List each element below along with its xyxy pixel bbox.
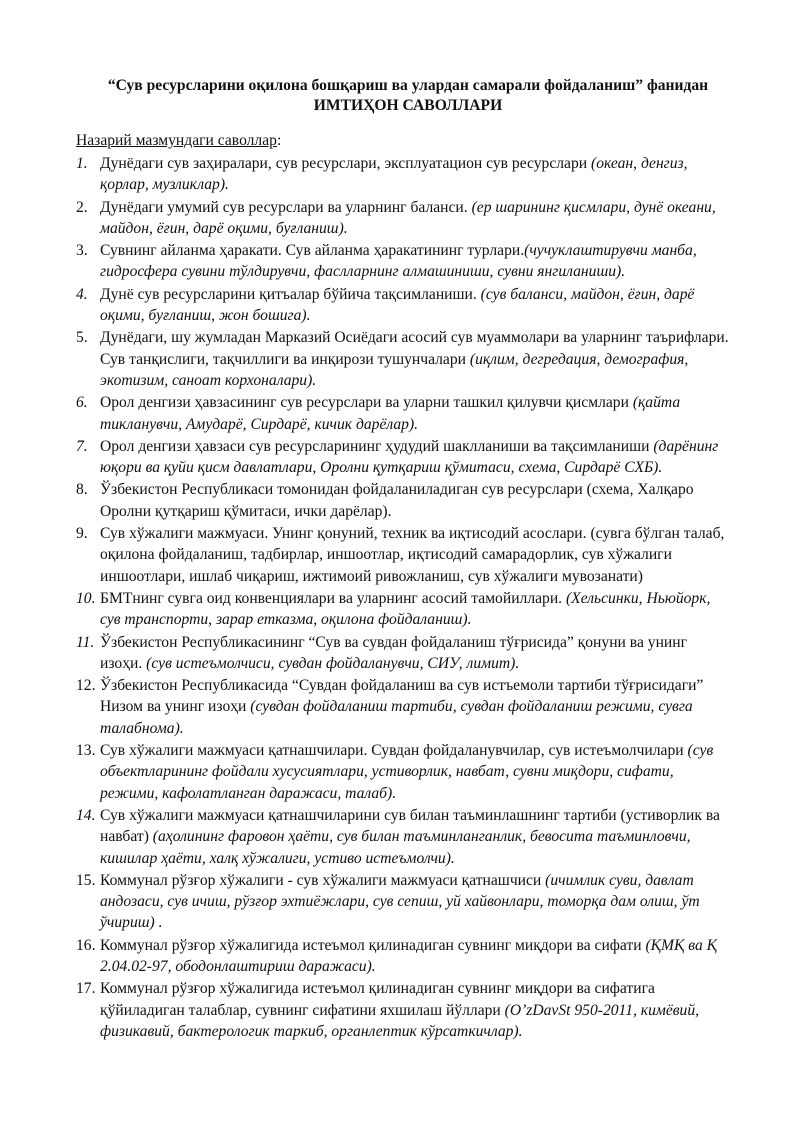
section-heading [76, 130, 730, 151]
question-text: Ўзбекистон Республикасининг “Сув ва сувдан фойдаланиш тўғрисида” қонуни ва унинг изоҳи. [100, 633, 687, 672]
question-note: (океан, денгиз, қорлар, музликлар). [100, 155, 688, 194]
question-text: Дунёдаги умумий сув ресурслари ва уларнинг баланси. [100, 198, 472, 216]
question-text: Ўзбекистон Республикаси томонидан фойдаланиладиган сув ресурслари (схема, Халқаро Оролни қутқариш қўмитаси, ички дарёлар). [100, 481, 694, 520]
question-text: Дунё сув ресурсларини қитъалар бўйича тақсимланиши. [100, 285, 481, 303]
question-text: Сув хўжалиги мажмуаси қатнашчилари. Сувдан фойдаланувчилар, сув истеъмолчилари [100, 742, 688, 760]
section-heading-text: Назарий мазмундаги саволлар [76, 132, 277, 149]
question-number: 4. [76, 285, 88, 303]
question-text: Сув хўжалиги мажмуаси қатнашчиларини сув билан таъминлашнинг тартиби (устиворлик ва навбат) [100, 806, 720, 846]
question-note: (қайта тикланувчи, Амударё, Сирдарё, кичик дарёлар). [100, 394, 681, 433]
question-item [76, 805, 730, 869]
question-item [76, 740, 730, 804]
question-text: Коммунал рўзғор хўжалигида истеъмол қилинадиган сувнинг миқдори ва сифати [100, 936, 646, 954]
question-number: 8. [76, 481, 88, 499]
question-number: 10. [76, 589, 96, 607]
question-item [76, 978, 730, 1042]
question-text: Дунёдаги сув заҳиралари, сув ресурслари, эксплуатацион сув ресурслари [100, 155, 591, 172]
question-item [76, 392, 730, 435]
question-number: 2. [76, 198, 88, 216]
question-list [76, 153, 730, 1042]
question-note: (O’zDavSt 950-2011, кимёвий, физикавий, бактерологик таркиб, органлептик кўрсаткичлар). [100, 1001, 700, 1040]
document-title: “Сув ресурсларини оқилона бошқариш ва улардан самарали фойдаланиш” фанидан [107, 77, 709, 94]
question-note: (сув объектларининг фойдали хусусиятлари, устиворлик, навбат, сувни миқдори, сифати, режими, кафолатланган даражаси, талаб). [100, 742, 714, 802]
question-note: (иқлим, дегредация, демография, экотизим, саноат корхоналари). [100, 350, 689, 389]
question-item [76, 870, 730, 934]
question-note: (аҳолининг фаровон ҳаёти, сув билан таъминланганлик, бевосита таъминловчи, кишилар ҳаёти, халқ хўжалиги, устиво истеъмолчи). [100, 828, 691, 867]
question-text: Орол денгизи ҳавзасининг сув ресурслари ва уларни ташкил қилувчи қисмлари [100, 394, 633, 412]
question-item [76, 632, 730, 675]
question-item [76, 588, 730, 631]
document-page [76, 76, 730, 1043]
question-note: (Хельсинки, Ньюйорк, сув транспорти, зарар етказма, оқилона фойдаланиш). [100, 589, 711, 629]
question-note: (ҚМҚ ва Қ 2.04.02-97, ободонлаштириш даражаси). [100, 936, 717, 975]
question-item [76, 284, 730, 327]
question-number: 14. [76, 806, 96, 824]
question-number: 17. [76, 980, 96, 998]
question-note: (сувдан фойдаланиш тартиби, сувдан фойдаланиш режими, сувга талабнома). [100, 698, 693, 737]
question-item [76, 436, 730, 479]
document-subtitle: ИМТИҲОН САВОЛЛАРИ [313, 97, 503, 114]
question-text: Коммунал рўзғор хўжалиги - сув хўжалиги мажмуаси қатнашчиси [100, 871, 546, 889]
question-number: 3. [76, 242, 88, 260]
question-number: 12. [76, 677, 96, 695]
question-note: (сув истеъмолчиси, сувдан фойдаланувчи, СИУ, лимит). [146, 654, 520, 672]
question-number: 16. [76, 936, 96, 954]
question-number: 13. [76, 742, 96, 760]
question-number: 7. [76, 437, 88, 455]
question-text: Ўзбекистон Республикасида “Сувдан фойдаланиш ва сув истъемоли тартиби тўғрисидаги” Низом ва унинг изоҳи [100, 677, 704, 716]
question-item [76, 197, 730, 240]
question-number: 11. [76, 633, 95, 651]
question-note: (ер шарининг қисмлари, дунё океани, майдон, ёғин, дарё оқими, буғланиш). [100, 198, 716, 237]
question-item [76, 675, 730, 739]
question-note: (чучуклаштирувчи манба, гидросфера сувини тўлдирувчи, фаслларнинг алмашиниши, сувни янгиланиши). [100, 242, 697, 281]
question-text: Сув хўжалиги мажмуаси. Унинг қонуний, техник ва иқтисодий асослари. (сувга бўлган талаб, оқилона фойдаланиш, тадбирлар, иншоотлар, иқтисодий самарадорлик, сув хўжалиги иншоотлари, ишлаб чиқариш, ижтимоий ривожланиш, сув хўжалиги мувозанати) [100, 525, 725, 585]
question-number: 9. [76, 525, 88, 543]
question-text: БМТнинг сувга оид конвенциялари ва уларнинг асосий тамойиллари. [100, 589, 566, 607]
question-number: 15. [76, 871, 96, 889]
question-text: Коммунал рўзғор хўжалигида истеъмол қилинадиган сувнинг миқдори ва сифатига қўйиладиган талаблар, сувнинг сифатини яхшилаш йўллари [100, 980, 655, 1019]
question-text: Сувнинг айланма ҳаракати. Сув айланма ҳаракатининг турлари. [100, 242, 525, 260]
section-heading-colon: : [276, 132, 282, 149]
question-note: (дарёнинг юқори ва қуйи қисм давлатлари, Оролни қутқариш қўмитаси, схема, Сирдарё СХБ). [100, 437, 719, 477]
question-item [76, 479, 730, 522]
question-item [76, 523, 730, 587]
question-text: Дунёдаги, шу жумладан Марказий Осиёдаги асосий сув муаммолари ва уларнинг таърифлари. Сув танқислиги, тақчиллиги ва инқирози тушунчалари [100, 329, 729, 368]
question-item [76, 240, 730, 283]
question-number: 1. [76, 155, 88, 172]
question-note: (ичимлик суви, давлат андозаси, сув ичиш, рўзғор эхтиёжлари, сув сепиш, уй хайвонлари, томорқа дам олиш, ўт ўчириш) . [100, 871, 700, 932]
question-note: (сув баланси, майдон, ёғин, дарё оқими, буғланиш, жон бошига). [100, 285, 695, 325]
question-item [76, 327, 730, 391]
question-text: Орол денгизи ҳавзаси сув ресурсларининг ҳудудий шаклланиши ва тақсимланиши [100, 437, 654, 455]
question-number: 5. [76, 329, 88, 347]
question-number: 6. [76, 394, 88, 412]
question-item [76, 153, 730, 196]
question-item [76, 935, 730, 978]
